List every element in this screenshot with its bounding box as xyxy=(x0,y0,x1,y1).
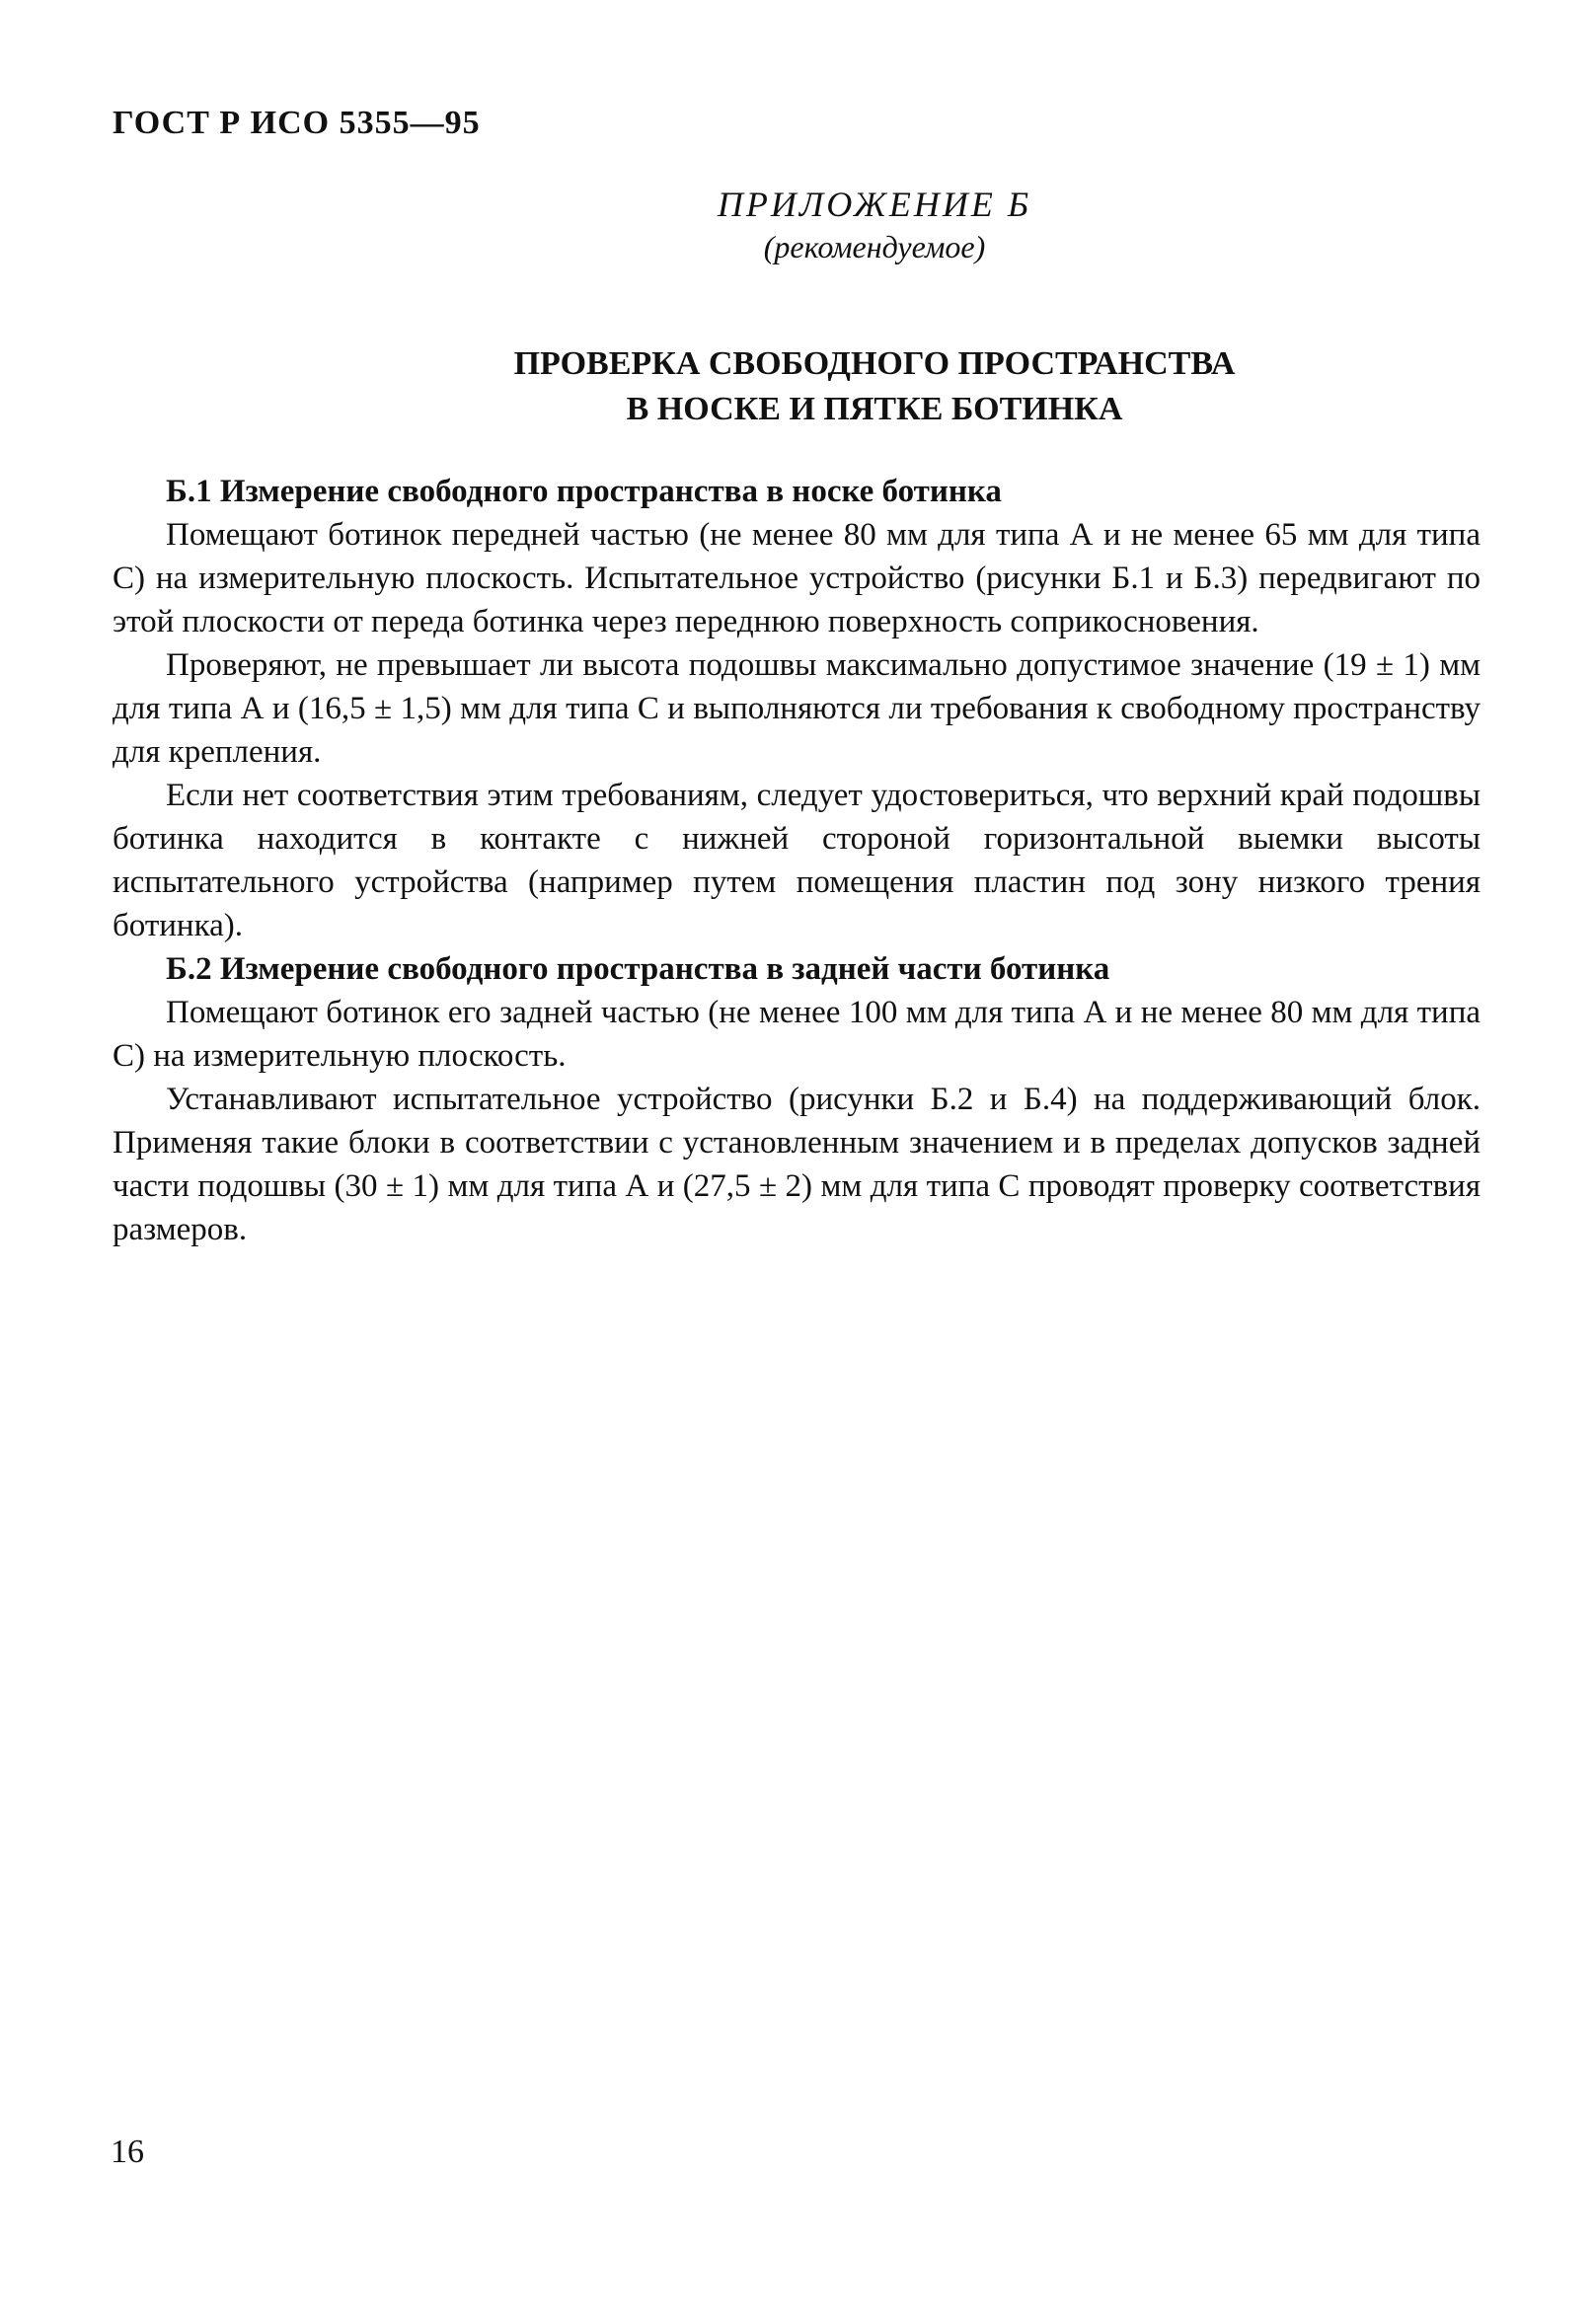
section-b1-paragraph-1: Помещают ботинок передней частью (не менее 80 мм для типа А и не менее 65 мм для типа С) на измерительную плоскость. Испытательное устройство (рисунки Б.1 и Б.3) передвигают по этой плоскости от переда ботинка через переднюю поверхность соприкосновения. xyxy=(113,517,1481,639)
section-title-line-1: ПРОВЕРКА СВОБОДНОГО ПРОСТРАНСТВА xyxy=(513,345,1236,382)
section-b2-heading: Б.2 Измерение свободного пространства в задней части ботинка xyxy=(166,951,1110,987)
section-b1-paragraph-3: Если нет соответствия этим требованиям, следует удостовериться, что верхний край подошвы ботинка находится в контакте с нижней стороной горизонтальной выемки высоты испытательного устройства (например путем помещения пластин под зону низкого трения ботинка). xyxy=(113,778,1481,943)
appendix-title: ПРИЛОЖЕНИЕ Б xyxy=(717,185,1032,224)
page-number: 16 xyxy=(111,2134,144,2170)
standard-code: ГОСТ Р ИСО 5355—95 xyxy=(113,105,481,141)
section-title-line-2: В НОСКЕ И ПЯТКЕ БОТИНКА xyxy=(626,391,1123,427)
appendix-subtitle: (рекомендуемое) xyxy=(763,229,986,264)
section-b1-paragraph-2: Проверяют, не превышает ли высота подошвы максимально допустимое значение (19 ± 1) мм для типа А и (16,5 ± 1,5) мм для типа С и выполняются ли требования к свободному пространству для крепления. xyxy=(113,647,1481,770)
section-b2-paragraph-2: Устанавливают испытательное устройство (рисунки Б.2 и Б.4) на поддерживающий блок. Применяя такие блоки в соответствии с установленным значением и в пределах допусков задней части подошвы (30 ± 1) мм для типа А и (27,5 ± 2) мм для типа С проводят проверку соответствия размеров. xyxy=(113,1082,1481,1247)
section-b2-paragraph-1: Помещают ботинок его задней частью (не менее 100 мм для типа А и не менее 80 мм для типа С) на измерительную плоскость. xyxy=(113,995,1481,1074)
document-body xyxy=(113,470,1481,1251)
section-b1-heading: Б.1 Измерение свободного пространства в носке ботинка xyxy=(166,474,1002,509)
